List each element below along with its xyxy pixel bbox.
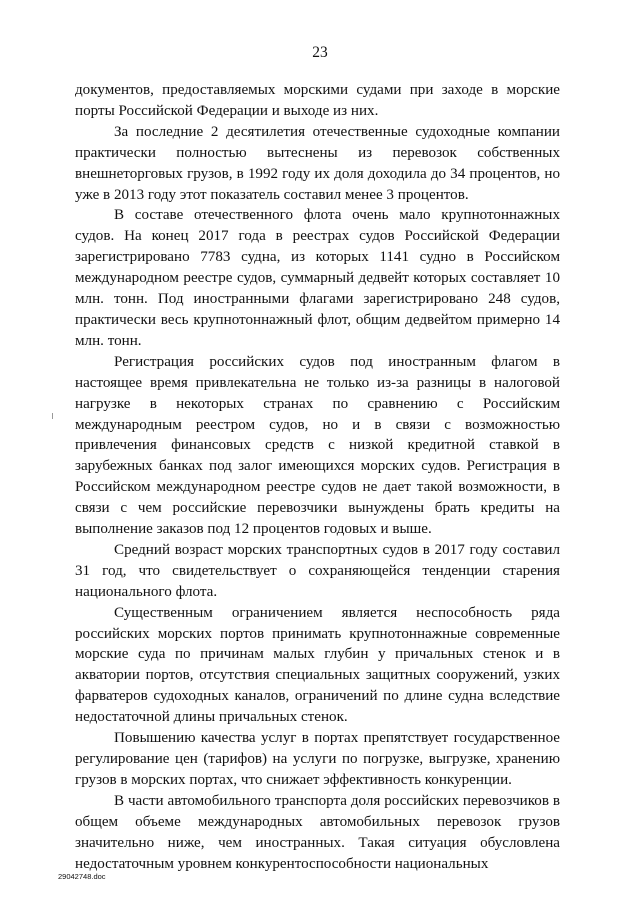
paragraph-port-limitations: Существенным ограничением является неспособность ряда российских морских портов принимать крупнотоннажные современные морские суда по причинам малых глубин у причальных стенок и в акватории портов, отсутствия специальных защитных сооружений, узких фарватеров судоходных каналов, ограничений по длине судна вследствие недостаточной длины причальных стенок. bbox=[75, 604, 560, 726]
paragraph-port-tariffs: Повышению качества услуг в портах препятствует государственное регулирование цен (тарифов) на услуги по погрузке, выгрузке, хранению грузов в морских портах, что снижает эффективность конкуренции. bbox=[75, 730, 560, 788]
paragraph-domestic-shipping: За последние 2 десятилетия отечественные судоходные компании практически полностью вытеснены из перевозок собственных внешнеторговых грузов, в 1992 году их доля доходила до 34 процентов, но уже в 2013 году этот показатель составил менее 3 процентов. bbox=[75, 123, 560, 203]
page-number: 23 bbox=[312, 44, 328, 61]
document-body bbox=[75, 80, 560, 874]
file-name-footer: 29042748.doc bbox=[58, 872, 106, 881]
paragraph-foreign-flag-registration: Регистрация российских судов под иностранным флагом в настоящее время привлекательна не только из-за разницы в налоговой нагрузке в некоторых странах по сравнению с Российским международным реестром судов, но и в связи с возможностью привлечения финансовых средств с низкой кредитной ставкой в зарубежных банках под залог имеющихся морских судов. Регистрация в Российском международном реестре судов не дает такой возможности, в связи с чем российские перевозчики вынуждены брать кредиты на выполнение заказов под 12 процентов годовых и выше. bbox=[75, 353, 560, 538]
margin-mark bbox=[52, 413, 53, 419]
paragraph-fleet-composition: В составе отечественного флота очень мало крупнотоннажных судов. На конец 2017 года в реестрах судов Российской Федерации зарегистрировано 7783 судна, из которых 1141 судно в Российском международном реестре судов, суммарный дедвейт которых составляет 10 млн. тонн. Под иностранными флагами зарегистрировано 248 судов, практически весь крупнотоннажный флот, общим дедвейтом примерно 14 млн. тонн. bbox=[75, 207, 560, 349]
paragraph-continuation: документов, предоставляемых морскими судами при заходе в морские порты Российской Федерации и выходе из них. bbox=[75, 82, 560, 119]
paragraph-road-transport: В части автомобильного транспорта доля российских перевозчиков в общем объеме международных автомобильных перевозок грузов значительно ниже, чем иностранных. Такая ситуация обусловлена недостаточным уровнем конкурентоспособности национальных bbox=[75, 792, 560, 872]
paragraph-fleet-age: Средний возраст морских транспортных судов в 2017 году составил 31 год, что свидетельствует о сохраняющейся тенденции старения национального флота. bbox=[75, 541, 560, 600]
